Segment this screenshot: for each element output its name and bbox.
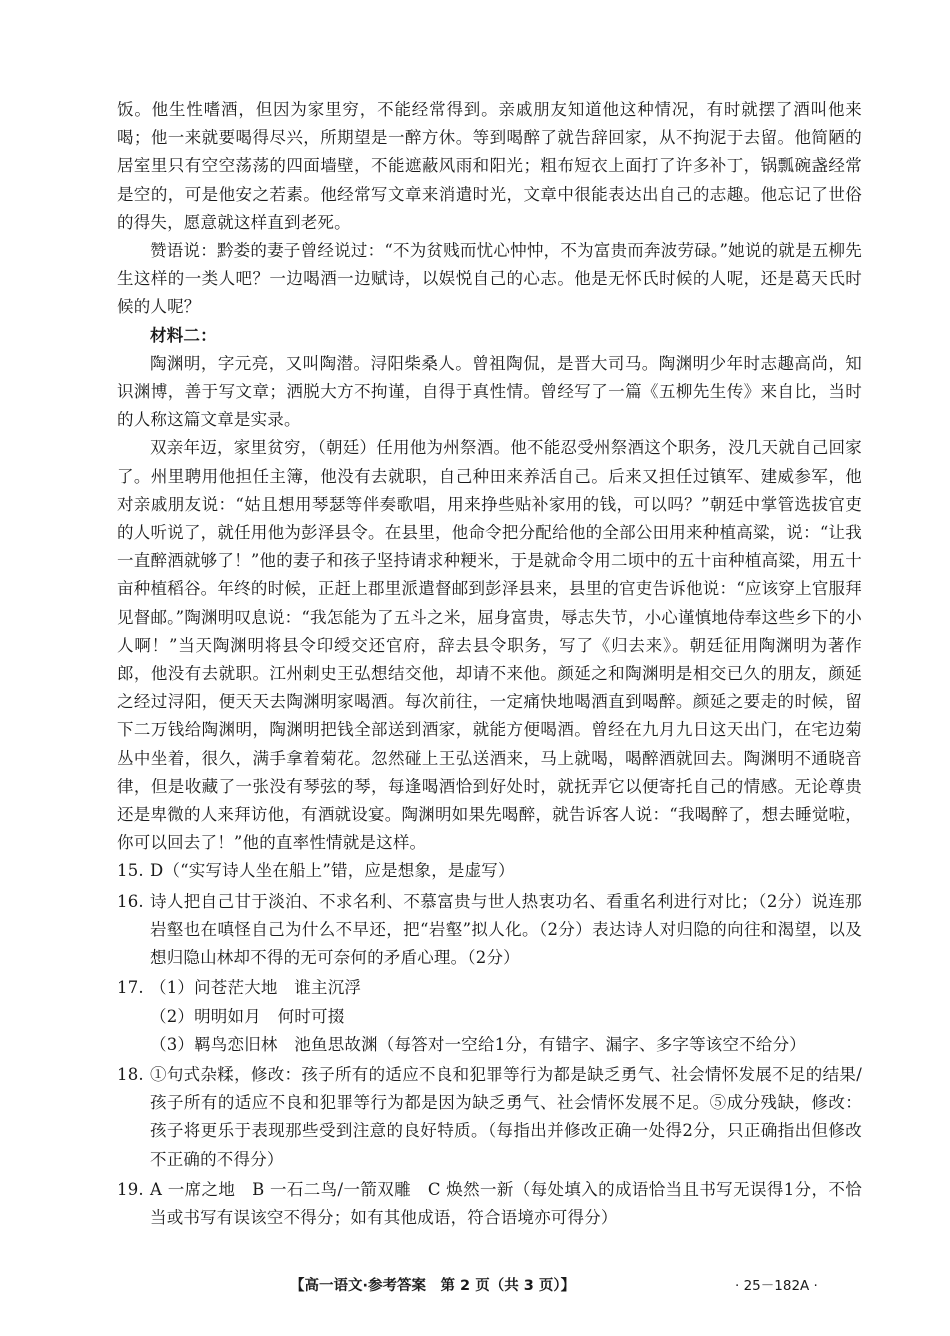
answer-text: D（“实写诗人坐在船上”错，应是想象，是虚写） (150, 861, 515, 881)
answer-text: ①句式杂糅，修改：孩子所有的适应不良和犯罪等行为都是缺乏勇气、社会情怀发展不足的结果/孩子所有的适应不良和犯罪等行为都是因为缺乏勇气、社会情怀发展不足。⑤成分残缺，修改：孩子将更乐于表现那些受到注意的良好特质。（每指出并修改正确一处得2分，只正确指出但修改不正确的不得分） (150, 1064, 862, 1169)
translation-paragraph-3: 陶渊明，字元亮，又叫陶潜。浔阳柴桑人。曾祖陶侃，是晋大司马。陶渊明少年时志趣高尚，知识渊博，善于写文章；洒脱大方不拘谨，自得于真性情。曾经写了一篇《五柳先生传》来自比，当时的人称这篇文章是实录。 (117, 353, 862, 430)
answer-text: 诗人把自己甘于淡泊、不求名利、不慕富贵与世人热衷功名、看重名利进行对比；（2分）说连那岩壑也在嗔怪自己为什么不早还，把“岩壑”拟人化。（2分）表达诗人对归隐的向往和渴望，以及想归隐山林却不得的无可奈何的矛盾心理。（2分） (150, 891, 862, 968)
footer-code: · 25－182A · (735, 1278, 818, 1294)
section-heading-material-2: 材料二： (150, 325, 217, 345)
translation-paragraph-1: 饭。他生性嗜酒，但因为家里穷，不能经常得到。亲戚朋友知道他这种情况，有时就摆了酒叫他来喝；他一来就要喝得尽兴，所期望是一醉方休。等到喝醉了就告辞回家，从不拘泥于去留。他简陋的居室里只有空空荡荡的四面墙壁，不能遮蔽风雨和阳光；粗布短衣上面打了许多补丁，锅瓢碗盏经常是空的，可是他安之若素。他经常写文章来消遣时光，文章中很能表达出自己的志趣。他忘记了世俗的得失，愿意就这样直到老死。 (117, 100, 862, 232)
translation-paragraph-4: 双亲年迈，家里贫穷，（朝廷）任用他为州祭酒。他不能忍受州祭酒这个职务，没几天就自己回家了。州里聘用他担任主簿，他没有去就职，自己种田来养活自己。后来又担任过镇军、建威参军，他对亲戚朋友说：“姑且想用琴瑟等伴奏歌唱，用来挣些贴补家用的钱，可以吗？”朝廷中掌管选拔官吏的人听说了，就任用他为彭泽县令。在县里，他命令把分配给他的全部公田用来种植高粱，说：“让我一直醉酒就够了！”他的妻子和孩子坚持请求种粳米，于是就命令用二顷中的五十亩种植高粱，用五十亩种植稻谷。年终的时候，正赶上郡里派遣督邮到彭泽县来，县里的官吏告诉他说：“应该穿上官服拜见督邮。”陶渊明叹息说：“我怎能为了五斗之米，屈身富贵，辱志失节，小心谨慎地侍奉这些乡下的小人啊！”当天陶渊明将县令印绶交还官府，辞去县令职务，写了《归去来》。朝廷征用陶渊明为著作郎，他没有去就职。江州刺史王弘想结交他，却请不来他。颜延之和陶渊明是相交已久的朋友，颜延之经过浔阳，便天天去陶渊明家喝酒。每次前往，一定痛快地喝酒直到喝醉。颜延之要走的时候，留下二万钱给陶渊明，陶渊明把钱全部送到酒家，就能方便喝酒。曾经在九月九日这天出门，在宅边菊丛中坐着，很久，满手拿着菊花。忽然碰上王弘送酒来，马上就喝，喝醉酒就回去。陶渊明不通晓音律，但是收藏了一张没有琴弦的琴，每逢喝酒恰到好处时，就抚弄它以便寄托自己的情感。无论尊贵还是卑微的人来拜访他，有酒就设宴。陶渊明如果先喝醉，就告诉客人说：“我喝醉了，想去睡觉啦，你可以回去了！”他的直率性情就是这样。 (117, 438, 862, 853)
answer-18 (117, 1061, 862, 1174)
footer-page-info: 【高一语文·参考答案 第 2 页（共 3 页）】 (290, 1278, 576, 1294)
page-body (117, 96, 862, 1234)
answer-line: （3）羁鸟恋旧林 池鱼思故渊（每答对一空给1分，有错字、漏字、多字等该空不给分） (150, 1034, 806, 1054)
translation-paragraph-2: 赞语说：黔娄的妻子曾经说过：“不为贫贱而忧心忡忡，不为富贵而奔波劳碌。”她说的就是五柳先生这样的一类人吧？一边喝酒一边赋诗，以娱悦自己的心志。他是无怀氏时候的人呢，还是葛天氏时候的人呢？ (117, 241, 862, 317)
answer-15 (117, 857, 862, 885)
answer-line: （1）问苍茫大地 谁主沉浮 (150, 978, 362, 998)
answer-number: 16. (117, 891, 144, 911)
answer-16 (117, 888, 862, 973)
answer-number: 19. (117, 1179, 144, 1199)
answer-text: A 一席之地 B 一石二鸟/一箭双雕 C 焕然一新（每处填入的成语恰当且书写无误得1分，不恰当或书写有误该空不得分；如有其他成语，符合语境亦可得分） (150, 1179, 862, 1227)
answer-number: 17. (117, 978, 144, 998)
answer-line: （2）明明如月 何时可掇 (150, 1006, 345, 1026)
answer-17 (117, 974, 862, 1059)
answer-number: 18. (117, 1064, 144, 1084)
answer-number: 15. (117, 861, 144, 881)
answer-19 (117, 1176, 862, 1232)
